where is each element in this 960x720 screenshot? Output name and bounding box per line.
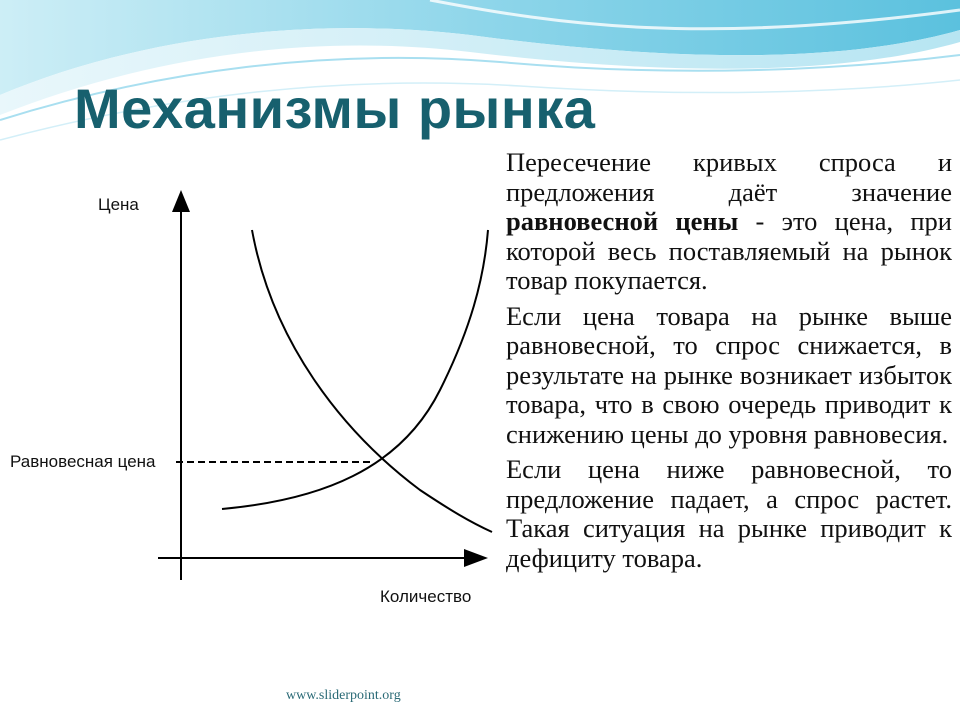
equilibrium-price-label: Равновесная цена — [10, 452, 156, 471]
supply-demand-diagram — [0, 170, 500, 620]
y-axis-arrow-icon — [172, 190, 190, 212]
x-axis-label: Количество — [380, 587, 472, 606]
paragraph-price-above: Если цена товара на рынке выше равновесной, то спрос снижается, в результате на рынке возникает избыток товара, что в свою очередь приводит к снижению цены до уровня равновесия. — [506, 300, 952, 449]
explanation-text — [506, 148, 952, 579]
demand-curve — [252, 230, 492, 532]
x-axis-arrow-icon — [464, 549, 488, 567]
equilibrium-price-term: равновесной цены — [506, 206, 739, 236]
slide-title: Механизмы рынка — [74, 77, 596, 140]
paragraph-price-below: Если цена ниже равновесной, то предложение падает, а спрос растет. Такая ситуация на рынке приводит к дефициту товара. — [506, 454, 952, 573]
footer-website-link[interactable]: www.sliderpoint.org — [286, 688, 401, 703]
paragraph-1-end: - это цена, при которой весь поставляемый на рынок товар покупается. — [506, 206, 952, 295]
y-axis-label: Цена — [98, 195, 139, 214]
paragraph-equilibrium — [506, 148, 952, 296]
paragraph-1-start: Пересечение кривых спроса и предложения даёт значение — [506, 147, 952, 207]
